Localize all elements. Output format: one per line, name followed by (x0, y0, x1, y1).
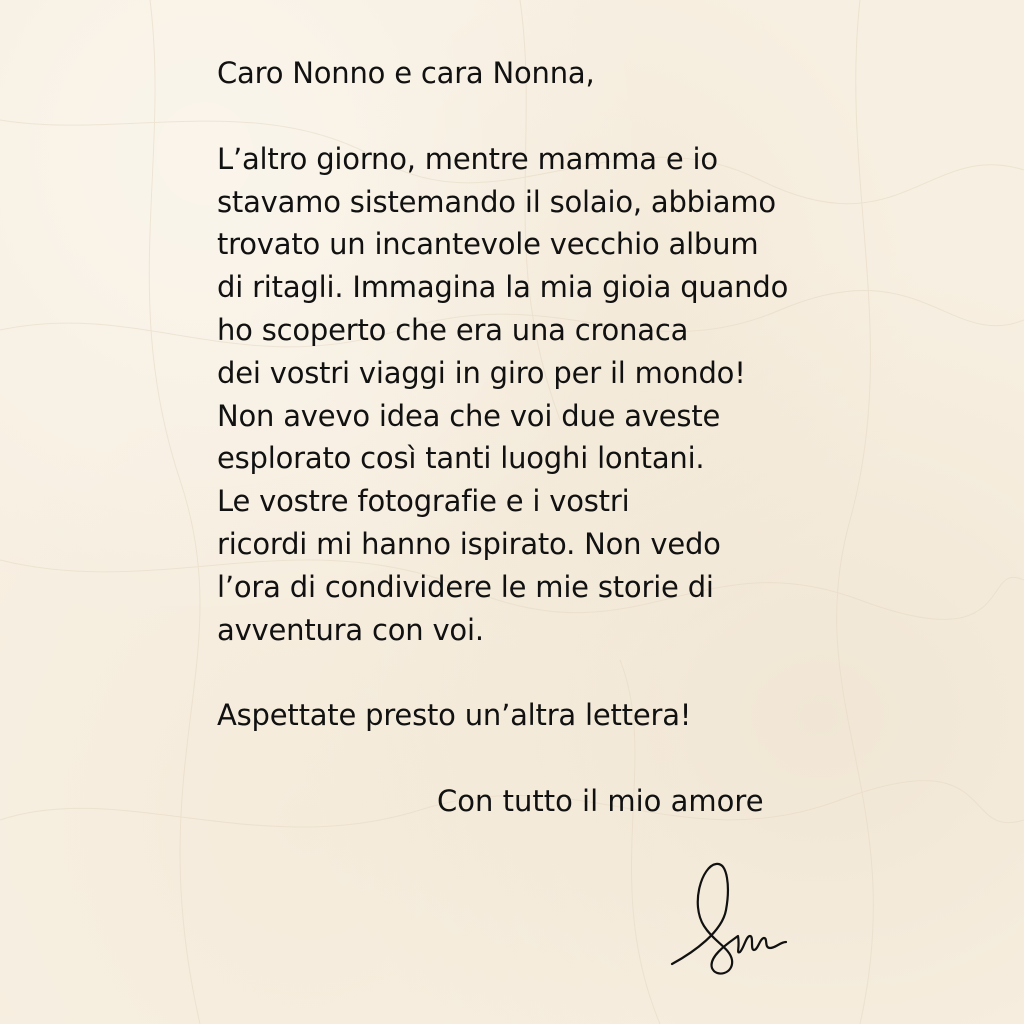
body-line: avventura con voi. (217, 612, 484, 647)
letter-body (217, 138, 817, 652)
body-line: trovato un incantevole vecchio album (217, 227, 759, 262)
body-line: l’ora di condividere le mie storie di (217, 569, 714, 604)
signoff: Con tutto il mio amore (437, 784, 764, 818)
closing-line: Aspettate presto un’altra lettera! (217, 698, 692, 733)
signature-icon (664, 852, 794, 982)
body-line: di ritagli. Immagina la mia gioia quando (217, 270, 789, 305)
body-line: dei vostri viaggi in giro per il mondo! (217, 355, 746, 390)
body-line: ho scoperto che era una cronaca (217, 312, 689, 347)
salutation: Caro Nonno e cara Nonna, (217, 56, 595, 90)
body-line: ricordi mi hanno ispirato. Non vedo (217, 526, 721, 561)
body-line: Le vostre fotografie e i vostri (217, 484, 630, 519)
body-line: Non avevo idea che voi due aveste (217, 398, 721, 433)
body-line: L’altro giorno, mentre mamma e io (217, 141, 718, 176)
body-line: stavamo sistemando il solaio, abbiamo (217, 184, 776, 219)
letter-text (217, 52, 817, 737)
body-line: esplorato così tanti luoghi lontani. (217, 441, 705, 476)
